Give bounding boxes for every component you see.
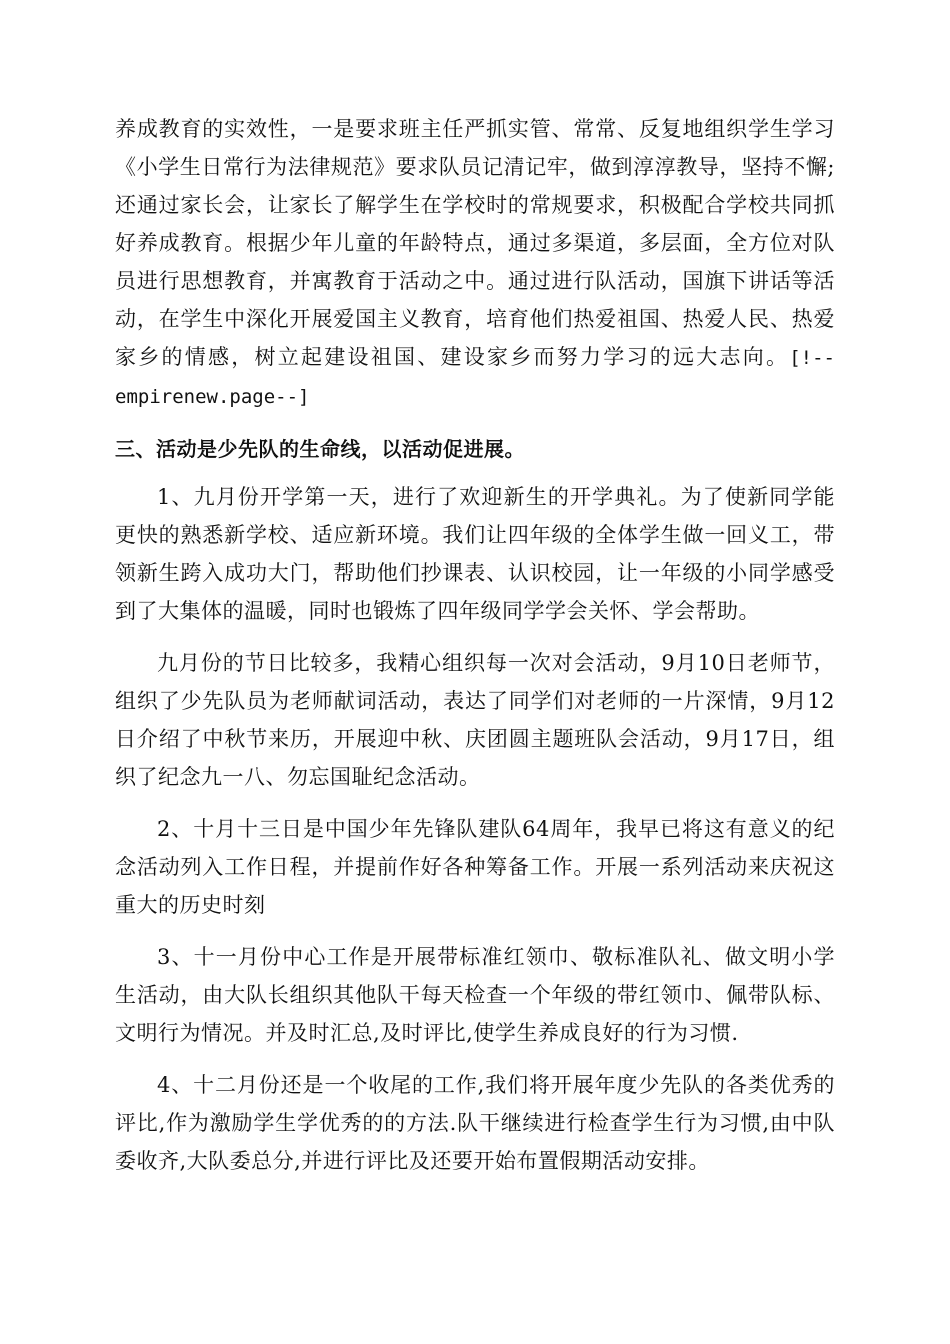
paragraph-september-festivals: 九月份的节日比较多，我精心组织每一次对会活动，9月10日老师节，组织了少先队员为老师献词活动，表达了同学们对老师的一片深情，9月12日介绍了中秋节来历，开展迎中秋、庆团圆主题班队会活动，9月17日，组织了纪念九一八、勿忘国耻纪念活动。 bbox=[115, 651, 835, 789]
paragraph-item-2: 2、十月十三日是中国少年先锋队建队64周年，我早已将这有意义的纪念活动列入工作日程，并提前作好各种筹备工作。开展一系列活动来庆祝这重大的历史时刻 bbox=[115, 817, 835, 917]
section-heading-activities: 三、活动是少先队的生命线，以活动促进展。 bbox=[115, 437, 525, 461]
paragraph-item-1: 1、九月份开学第一天，进行了欢迎新生的开学典礼。为了使新同学能更快的熟悉新学校、适应新环境。我们让四年级的全体学生做一回义工，带领新生跨入成功大门，帮助他们抄课表、认识校园，让一年级的小同学感受到了大集体的温暖，同时也锻炼了四年级同学学会关怀、学会帮助。 bbox=[115, 485, 835, 623]
paragraph-nurturing-education bbox=[115, 110, 835, 416]
paragraph-body: 养成教育的实效性，一是要求班主任严抓实管、常常、反复地组织学生学习《小学生日常行为法律规范》要求队员记清记牢，做到淳淳教导，坚持不懈;还通过家长会，让家长了解学生在学校时的常规要求，积极配合学校共同抓好养成教育。根据少年儿童的年龄特点，通过多渠道，多层面，全方位对队员进行思想教育，并寓教育于活动之中。通过进行队活动，国旗下讲话等活动，在学生中深化开展爱国主义教育，培育他们热爱祖国、热爱人民、热爱家乡的情感，树立起建设祖国、建设家乡而努力学习的远大志向。 bbox=[115, 117, 835, 369]
paragraph-item-4: 4、十二月份还是一个收尾的工作,我们将开展年度少先队的各类优秀的评比,作为激励学生学优秀的的方法.队干继续进行检查学生行为习惯,由中队委收齐,大队委总分,并进行评比及还要开始布置假期活动安排。 bbox=[115, 1073, 835, 1173]
document-page bbox=[115, 110, 835, 1180]
page-break-marker: [!--empirenew.page--] bbox=[115, 347, 835, 408]
paragraph-item-3: 3、十一月份中心工作是开展带标准红领巾、敬标准队礼、做文明小学生活动，由大队长组织其他队干每天检查一个年级的带红领巾、佩带队标、文明行为情况。并及时汇总,及时评比,使学生养成良好的行为习惯. bbox=[115, 945, 835, 1045]
